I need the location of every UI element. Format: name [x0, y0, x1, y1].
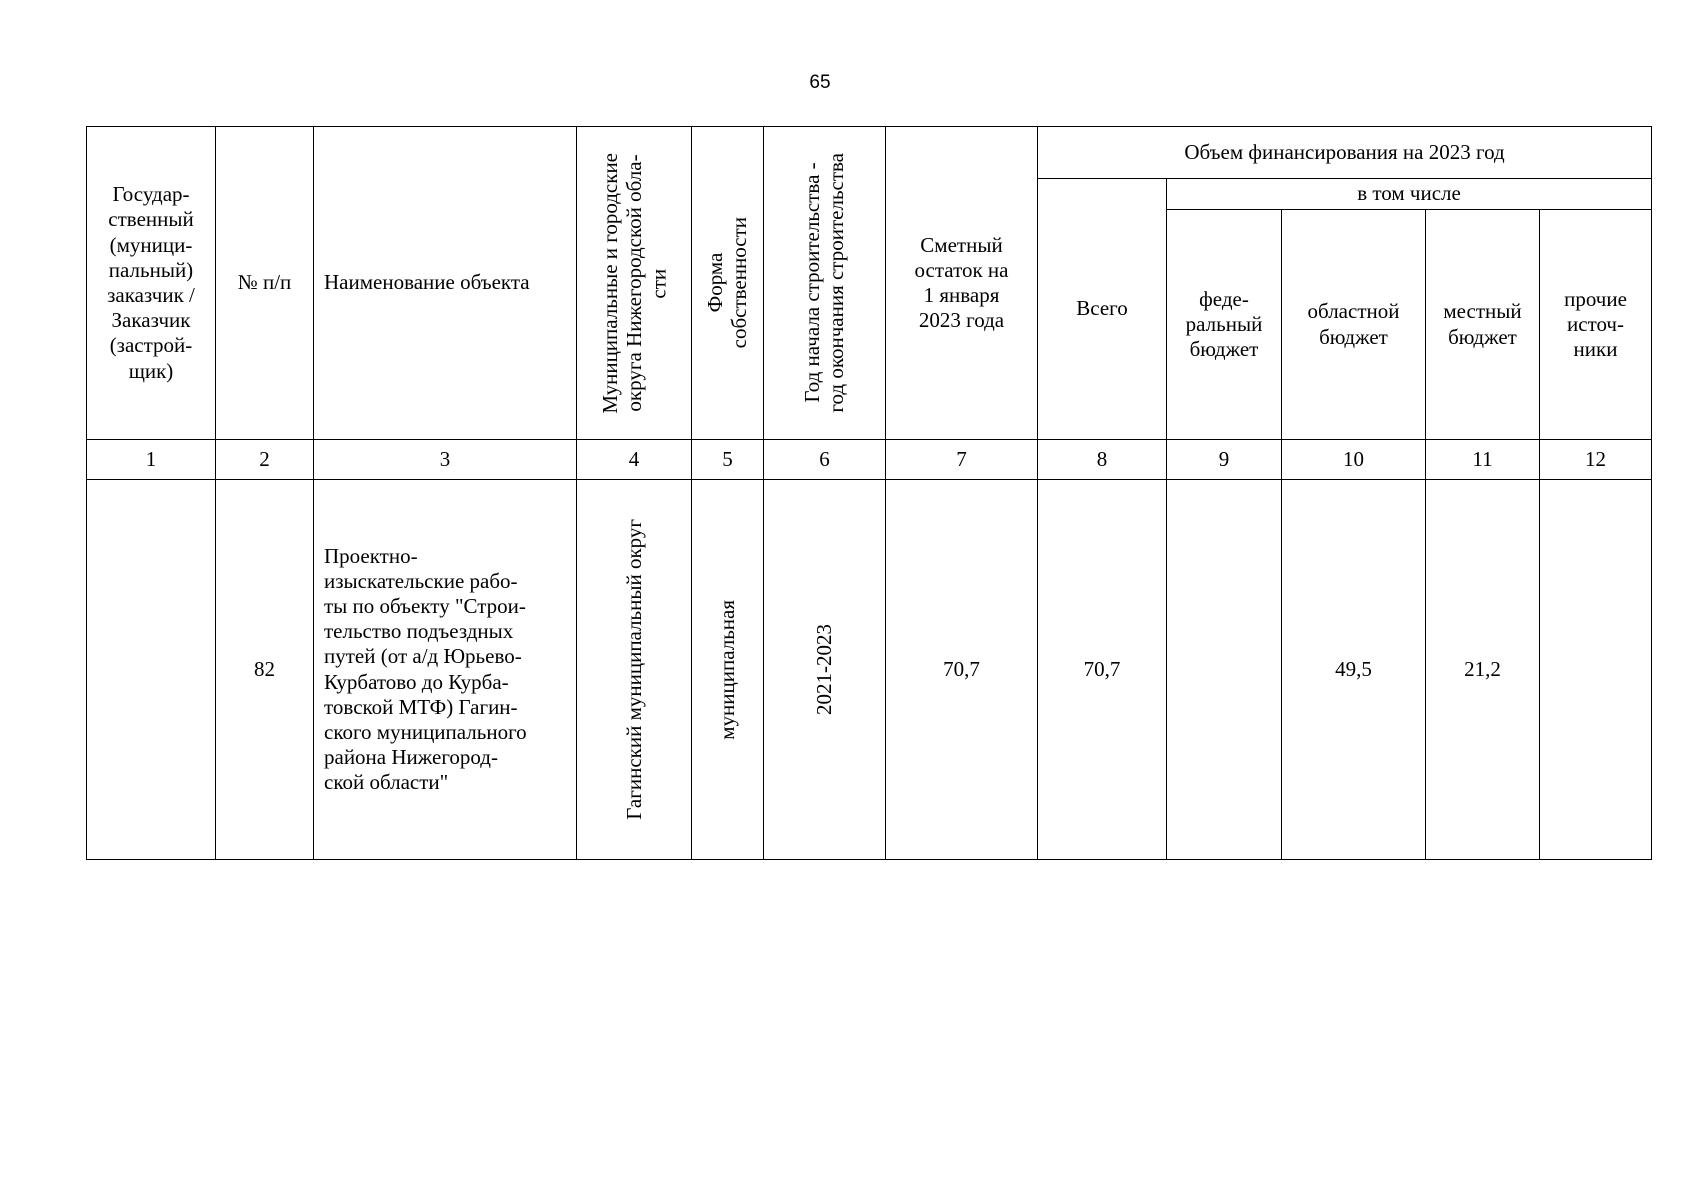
page-number: 65 — [809, 72, 831, 93]
header-number: № п/п — [216, 127, 314, 440]
cell-years: 2021-2023 — [764, 480, 886, 860]
column-number: 1 — [87, 440, 216, 480]
column-number: 11 — [1426, 440, 1540, 480]
column-number: 7 — [886, 440, 1038, 480]
header-regional: областной бюджет — [1282, 210, 1426, 440]
cell-district: Гагинский муниципальный округ — [577, 480, 692, 860]
column-numbers-row — [87, 440, 1652, 480]
column-number: 3 — [314, 440, 577, 480]
cell-total: 70,7 — [1038, 480, 1167, 860]
header-total: Всего — [1038, 179, 1167, 440]
header-ownership: Форма собственности — [692, 127, 764, 440]
header-local: местный бюджет — [1426, 210, 1540, 440]
column-number: 10 — [1282, 440, 1426, 480]
column-number: 8 — [1038, 440, 1167, 480]
cell-object-name: Проектно- изыскательские рабо- ты по объекту "Строи- тельство подъездных путей (от а/д Юрьево- Курбатово до Курба- товской МТФ) Гагин- ского муниципального района Нижегород- ской области" — [314, 480, 577, 860]
financing-table — [86, 126, 1652, 860]
header-including: в том числе — [1167, 179, 1652, 210]
header-federal: феде- ральный бюджет — [1167, 210, 1282, 440]
header-object-name: Наименование объекта — [314, 127, 577, 440]
header-estimate: Сметный остаток на 1 января 2023 года — [886, 127, 1038, 440]
header-row-1 — [87, 127, 1652, 179]
cell-ownership: муниципальная — [692, 480, 764, 860]
column-number: 6 — [764, 440, 886, 480]
column-number: 2 — [216, 440, 314, 480]
header-funding: Объем финансирования на 2023 год — [1038, 127, 1652, 179]
cell-number: 82 — [216, 480, 314, 860]
header-districts: Муниципальные и городские округа Нижегородской обла- сти — [577, 127, 692, 440]
column-number: 9 — [1167, 440, 1282, 480]
table-row — [87, 480, 1652, 860]
header-customer: Государ- ственный (муници- пальный) заказчик / Заказчик (застрой- щик) — [87, 127, 216, 440]
column-number: 4 — [577, 440, 692, 480]
cell-estimate: 70,7 — [886, 480, 1038, 860]
cell-other — [1540, 480, 1652, 860]
column-number: 12 — [1540, 440, 1652, 480]
cell-customer — [87, 480, 216, 860]
header-other: прочие источ- ники — [1540, 210, 1652, 440]
cell-regional: 49,5 — [1282, 480, 1426, 860]
cell-local: 21,2 — [1426, 480, 1540, 860]
cell-federal — [1167, 480, 1282, 860]
header-years: Год начала строительства - год окончания строительства — [764, 127, 886, 440]
column-number: 5 — [692, 440, 764, 480]
